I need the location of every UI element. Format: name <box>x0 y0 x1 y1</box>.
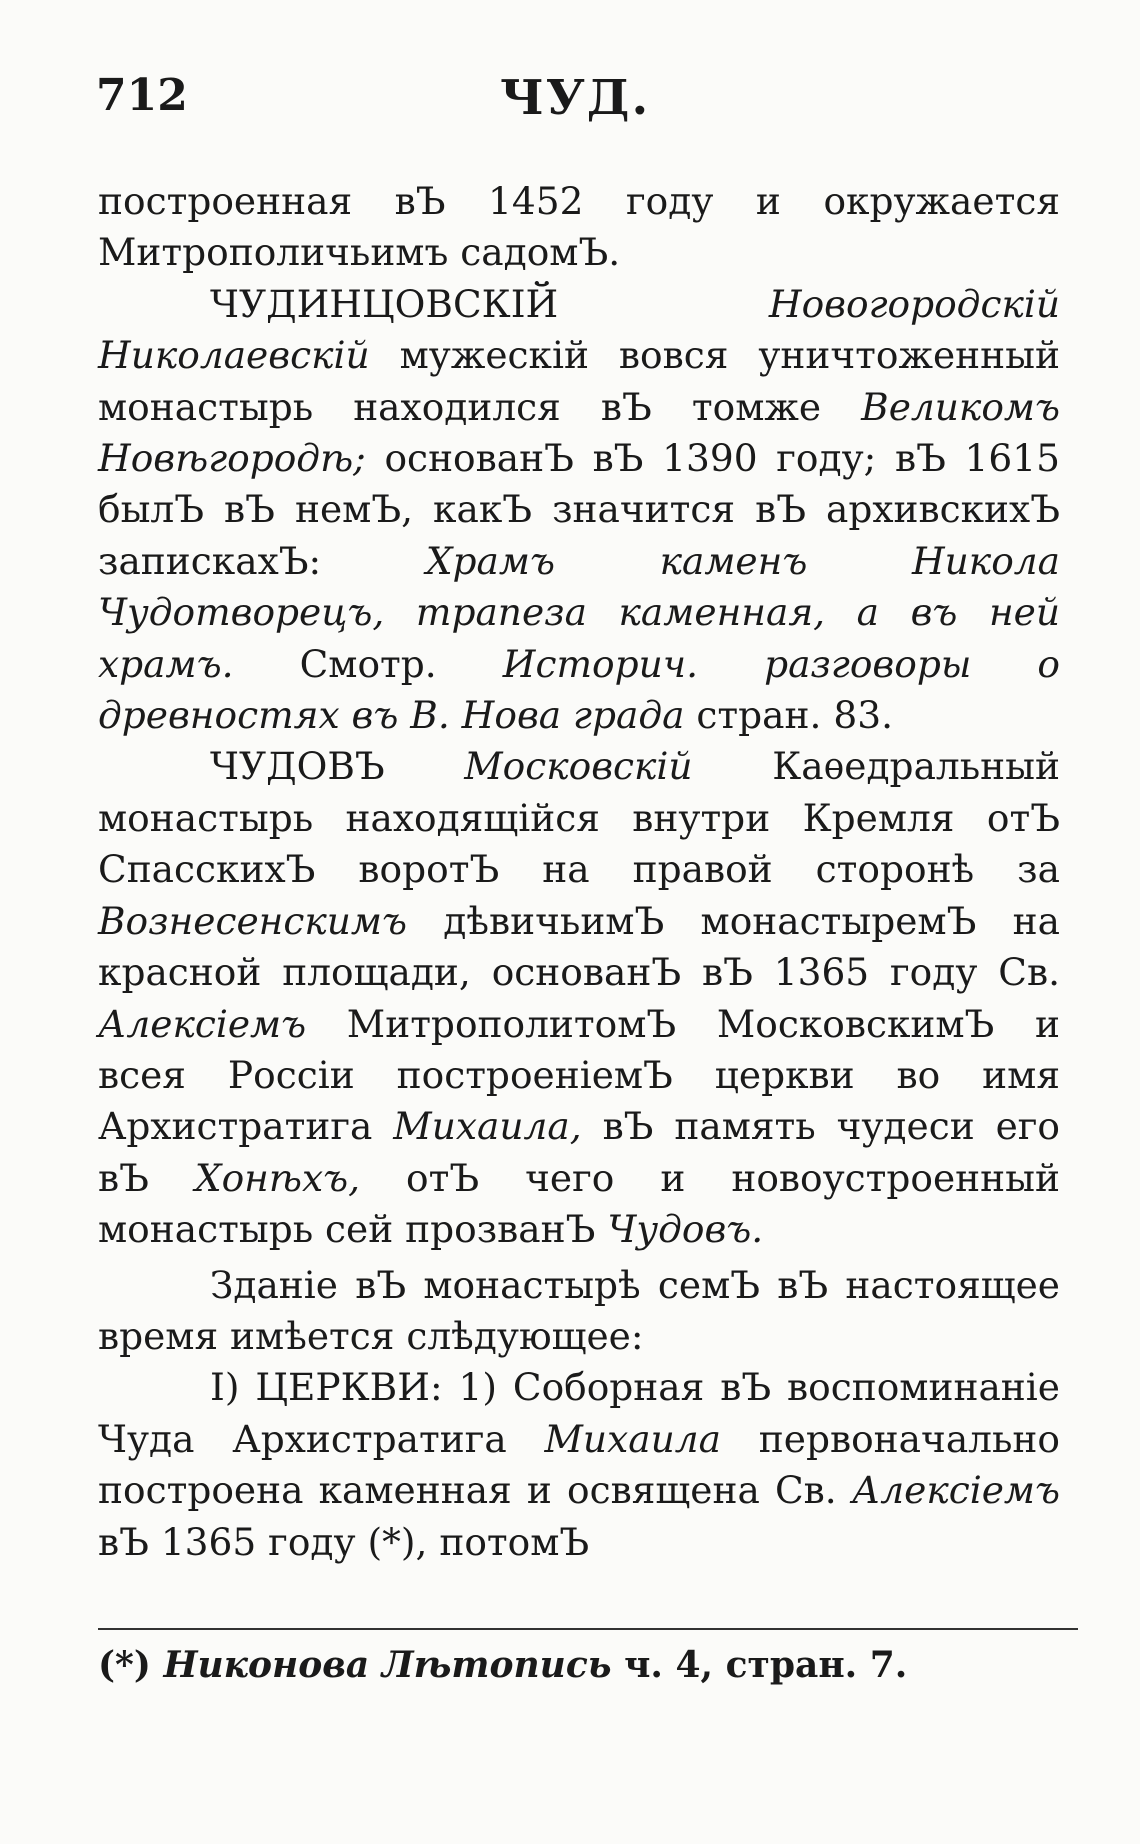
italic-text: Хонѣхъ, <box>194 1155 361 1200</box>
running-head: ЧУД. <box>500 70 651 126</box>
italic-text: Великомъ Новѣгородѣ; <box>98 384 1060 481</box>
footnote-divider <box>98 1628 1078 1630</box>
paragraph-chudintsovsky <box>98 279 1060 742</box>
paragraph-text: I) ЦЕРКВИ: 1) Соборная вЪ воспоминаніе Чуда Архистратига <box>98 1365 1060 1461</box>
paragraph-text: Зданіе вЪ монастырѣ семЪ вЪ настоящее время имѣется слѣдующее: <box>98 1262 1060 1358</box>
italic-text: Чудовъ. <box>607 1207 764 1252</box>
paragraph-text: Смотр. <box>299 641 437 686</box>
page-number: 712 <box>96 70 188 121</box>
paragraph-text: дѣвичьимЪ монастыремЪ на красной площади, основанЪ вЪ 1365 году Св. <box>98 898 1061 995</box>
paragraph-text: вЪ 1365 году (*), потомЪ <box>98 1519 590 1564</box>
paragraph-text: стран. 83. <box>696 693 894 738</box>
paragraph-churches <box>98 1362 1060 1568</box>
italic-text: Историч. разговоры о древностях въ В. Нова града <box>98 641 1060 738</box>
italic-text: Храмъ каменъ Никола Чудотворецъ, трапеза каменная, а въ ней храмъ. <box>98 538 1061 686</box>
italic-text: Алексіемъ <box>851 1468 1060 1513</box>
italic-text: Алексіемъ <box>98 1001 307 1046</box>
paragraph-text: основанЪ вЪ 1390 году; вЪ 1615 былЪ вЪ немЪ, какЪ значится вЪ архивскихЪ запискахЪ: <box>98 436 1060 583</box>
paragraph-buildings <box>98 1260 1060 1363</box>
paragraph-text: построенная вЪ 1452 году и окружается Митрополичьимъ садомЪ. <box>98 179 1060 275</box>
paragraph-text: МитрополитомЪ МосковскимЪ и всея Россіи построеніемЪ церкви во имя Архистратига <box>98 1001 1060 1149</box>
paragraph-continuation <box>98 176 1060 279</box>
italic-text: Вознесенскимъ <box>98 898 408 943</box>
italic-text: Михаила, <box>393 1104 582 1149</box>
paragraph-text: первоначально построена каменная и освящена Св. <box>98 1416 1060 1513</box>
paragraph-text: отЪ чего и новоустроенный монастырь сей прозванЪ <box>98 1155 1060 1252</box>
paragraph-text: Каѳедральный монастырь находящійся внутри Кремля отЪ СпасскихЪ воротЪ на правой сторонѣ за <box>98 744 1060 892</box>
italic-text: Михаила <box>544 1416 721 1461</box>
italic-text: Московскій <box>464 744 693 789</box>
paragraph-chudov <box>98 741 1060 1255</box>
page-header <box>0 70 1140 140</box>
entry-headword: ЧУДИНЦОВСКІЙ <box>210 281 559 326</box>
footnote <box>98 1644 1078 1686</box>
footnote-source: Никонова Лѣтопись <box>163 1644 612 1686</box>
paragraph-text: мужескій вовся уничтоженный монастырь находился вЪ томже <box>98 333 1061 429</box>
entry-headword: ЧУДОВЪ <box>210 744 385 789</box>
body-text <box>98 176 1060 1568</box>
italic-text: Новогородскій Николаевскій <box>98 281 1060 378</box>
footnote-marker: (*) <box>98 1644 151 1686</box>
footnote-text: ч. 4, стран. 7. <box>624 1644 908 1686</box>
paragraph-text: вЪ память чудеси его вЪ <box>98 1104 1061 1200</box>
